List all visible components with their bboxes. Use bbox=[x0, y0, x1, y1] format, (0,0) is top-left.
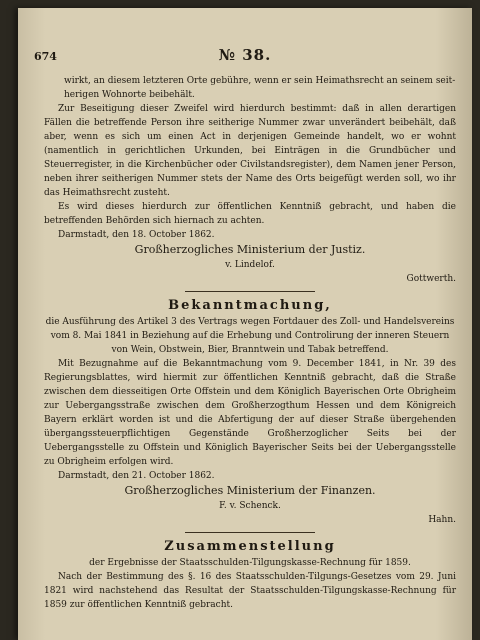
signer: v. Lindelof. bbox=[225, 260, 275, 270]
date-line: Darmstadt, den 18. October 1862. bbox=[58, 230, 215, 240]
section-subtitle: die Ausführung des Artikel 3 des Vertrags wegen Fortdauer des Zoll- und Handelsvereins vom 8. Mai 1841 in Beziehung auf die Erhebung und Controlirung der inneren Steuern von Wein, Obstwein, Bier, Branntwein und Tabak betreffend. bbox=[45, 317, 455, 355]
continuation-line-1: wirkt, an diesem letzteren Orte gebühre, wenn er sein Heimathsrecht an seinem seit- bbox=[64, 76, 456, 86]
document-page bbox=[18, 8, 472, 640]
paragraph: Zur Beseitigung dieser Zweifel wird hierdurch bestimmt: daß in allen derartigen Fällen die betreffende Person ihre seitherige Nummer zwar unverändert beibehält, daß aber, wenn es sich um einen Act in derjenigen Gemeinde handelt, wo er wohnt (namentlich in gerichtlichen Urkunden, bei Einträgen in die Grundbücher und Steuerregister, in die Kirchenbücher oder Civilstandsregister), dem Namen jener Person, neben ihrer seitherigen Nummer stets der Name des Orts beigefügt werden soll, wo ihr das Heimathsrecht zusteht. bbox=[44, 104, 456, 198]
countersign: Gottwerth. bbox=[406, 274, 456, 284]
paragraph: Mit Bezugnahme auf die Bekanntmachung vom 9. December 1841, in Nr. 39 des Regierungsblattes, wird hiermit zur öffentlichen Kenntniß gebracht, daß die Straße zwischen dem diesseitigen Orte Offstein und dem Königlich Bayerischen Orte Obrigheim zur Uebergangsstraße zwischen dem Großherzogthum Hessen und dem Königreich Bayern erklärt worden ist und die Abfertigung der auf dieser Straße übergehenden übergangssteuerpflichtigen Gegenstände Großherzoglicher Seits bei der Uebergangsstelle zu Offstein und Königlich Bayerischer Seits bei der Uebergangsstelle zu Obrigheim erfolgen wird. bbox=[44, 359, 456, 467]
paragraph: Es wird dieses hierdurch zur öffentlichen Kenntniß gebracht, und haben die betreffenden Behörden sich hiernach zu achten. bbox=[44, 202, 456, 226]
divider bbox=[185, 532, 315, 533]
section-title: Bekanntmachung, bbox=[168, 298, 332, 313]
page-content bbox=[44, 74, 456, 612]
paragraph: Nach der Bestimmung des §. 16 des Staatsschulden-Tilgungs-Gesetzes vom 29. Juni 1821 wird nachstehend das Resultat der Staatsschulden-Tilgungskasse-Rechnung für 1859 zur öffentlichen Kenntniß gebracht. bbox=[44, 572, 456, 610]
divider bbox=[185, 291, 315, 292]
ministry-name: Großherzogliches Ministerium der Justiz. bbox=[134, 243, 366, 256]
date-line: Darmstadt, den 21. October 1862. bbox=[58, 471, 215, 481]
ministry-name: Großherzogliches Ministerium der Finanzen. bbox=[124, 484, 376, 497]
section-title: Zusammenstellung bbox=[164, 539, 336, 554]
issue-number: № 38. bbox=[218, 46, 272, 64]
signer: F. v. Schenck. bbox=[219, 501, 281, 511]
countersign: Hahn. bbox=[428, 515, 456, 525]
page-header bbox=[34, 46, 456, 66]
continuation-line-2: herigen Wohnorte beibehält. bbox=[64, 90, 195, 100]
section-subtitle: der Ergebnisse der Staatsschulden-Tilgungskasse-Rechnung für 1859. bbox=[89, 558, 411, 568]
page-number: 674 bbox=[34, 50, 57, 63]
